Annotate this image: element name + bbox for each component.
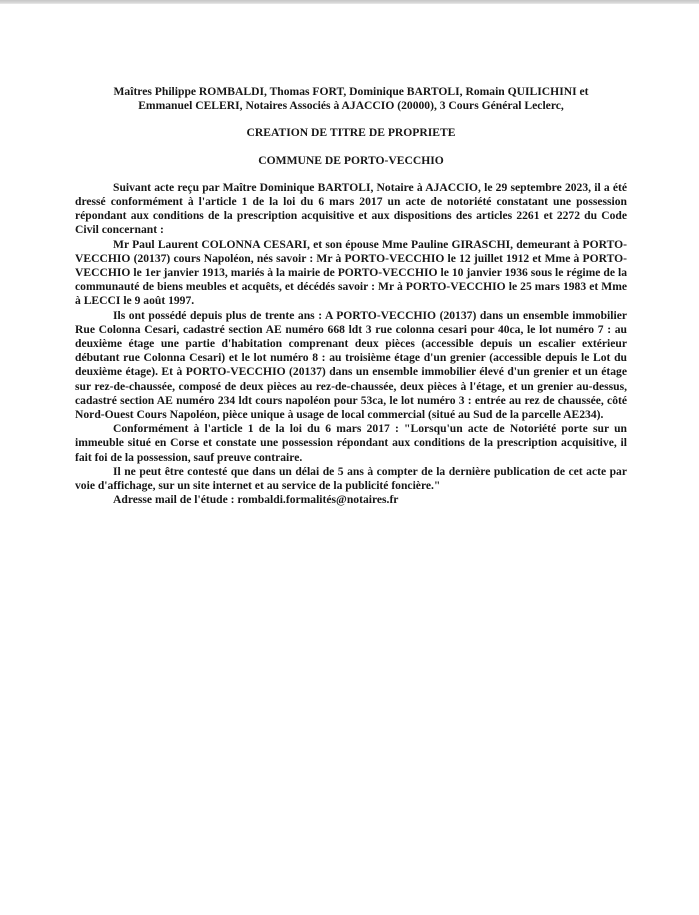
paragraph-delai-contestation: Il ne peut être contesté que dans un délai de 5 ans à compter de la dernière publication de cet acte par voie d'affichage, sur un site internet et au service de la publicité foncière." [75, 464, 627, 493]
document-title: CREATION DE TITRE DE PROPRIETE [246, 126, 456, 140]
study-email-line: Adresse mail de l'étude : rombaldi.formalités@notaires.fr [113, 493, 399, 507]
document-content [0, 4, 699, 507]
paragraph-epoux-colonna-cesari: Mr Paul Laurent COLONNA CESARI, et son épouse Mme Pauline GIRASCHI, demeurant à PORTO-VECCHIO (20137) cours Napoléon, nés savoir : Mr à PORTO-VECCHIO le 12 juillet 1912 et Mme à PORTO-VECCHIO le 1er janvier 1913, mariés à la mairie de PORTO-VECCHIO le 10 janvier 1936 sous le régime de la communauté de biens meubles et acquêts, et décédés savoir : Mr à PORTO-VECCHIO le 25 mars 1983 et Mme à LECCI le 9 août 1997. [75, 237, 627, 308]
paragraph-possession-biens: Ils ont possédé depuis plus de trente ans : A PORTO-VECCHIO (20137) dans un ensemble immobilier Rue Colonna Cesari, cadastré section AE numéro 668 ldt 3 rue colonna cesari pour 40ca, le lot numéro 7 : au deuxième étage une partie d'habitation comprenant deux pièces (accessible depuis un escalier extérieur débutant rue Colonna Cesari) et le lot numéro 8 : au troisième étage d'un grenier (accessible depuis le Lot du deuxième étage). Et à PORTO-VECCHIO (20137) dans un ensemble immobilier élevé d'un grenier et un étage sur rez-de-chaussée, composé de deux pièces au rez-de-chaussée, deux pièces à l'étage, et un grenier au-dessus, cadastré section AE numéro 234 ldt cours napoléon pour 53ca, le lot numéro 3 : entrée au rez de chaussée, côté Nord-Ouest Cours Napoléon, pièce unique à usage de local commercial (situé au Sud de la parcelle AE234). [75, 308, 627, 422]
paragraph-article-loi-2017: Conformément à l'article 1 de la loi du 6 mars 2017 : "Lorsqu'un acte de Notoriété porte sur un immeuble situé en Corse et constate une possession répondant aux conditions de la prescription acquisitive, il fait foi de la possession, sauf preuve contraire. [75, 422, 627, 464]
document-body [75, 181, 627, 508]
notaries-header-line-1: Maîtres Philippe ROMBALDI, Thomas FORT, Dominique BARTOLI, Romain QUILICHINI et [113, 85, 589, 98]
notaries-header-line-2: Emmanuel CELERI, Notaires Associés à AJACCIO (20000), 3 Cours Général Leclerc, [138, 99, 564, 113]
document-subtitle: COMMUNE DE PORTO-VECCHIO [258, 153, 444, 167]
paragraph-acte-recu: Suivant acte reçu par Maître Dominique BARTOLI, Notaire à AJACCIO, le 29 septembre 2023, il a été dressé conformément à l'article 1 de la loi du 6 mars 2017 un acte de notoriété constatant une possession répondant aux conditions de la prescription acquisitive et aux dispositions des articles 2261 et 2272 du Code Civil concernant : [75, 180, 627, 237]
